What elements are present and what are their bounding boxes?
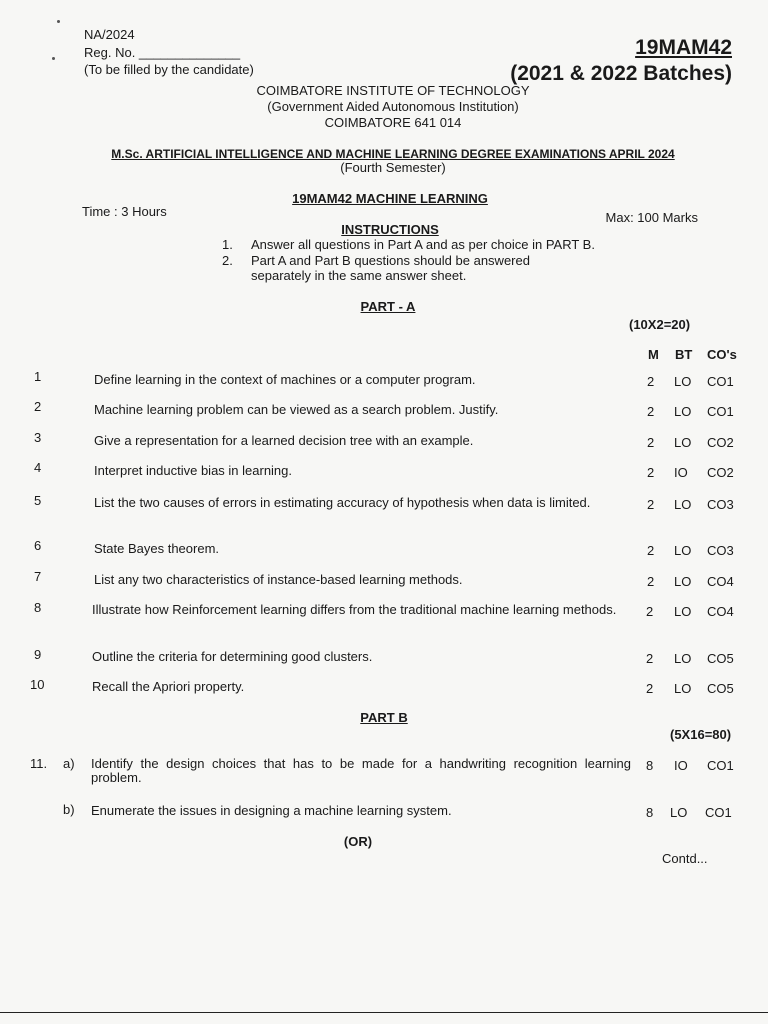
question-text: Outline the criteria for determining good clusters.: [92, 649, 373, 664]
question-marks: 2: [647, 543, 655, 558]
bottom-rule: [0, 1012, 768, 1013]
question-number: 7: [34, 569, 42, 584]
question-co: CO1: [707, 404, 734, 419]
institution-city: COIMBATORE 641 014: [324, 115, 462, 130]
question-marks: 2: [647, 574, 655, 589]
question-text: Illustrate how Reinforcement learning differs from the traditional machine learning methods.: [92, 602, 617, 617]
question-co: CO1: [707, 758, 734, 773]
question-co: CO4: [707, 574, 734, 589]
question-co: CO1: [707, 374, 734, 389]
instruction-number: 1.: [222, 237, 233, 252]
question-marks: 2: [647, 465, 655, 480]
question-co: CO2: [707, 435, 734, 450]
instructions-heading: INSTRUCTIONS: [341, 222, 439, 237]
question-number: 9: [34, 647, 42, 662]
question-marks: 2: [647, 374, 655, 389]
question-marks: 8: [646, 805, 654, 820]
question-marks: 2: [647, 497, 655, 512]
question-text: Identify the design choices that has to be made for a handwriting recognition learning problem.: [91, 756, 631, 785]
part-b-heading: PART B: [360, 710, 408, 725]
question-number: 5: [34, 493, 42, 508]
question-number: 2: [34, 399, 42, 414]
question-number: 4: [34, 460, 42, 475]
continued-note: Contd...: [662, 851, 708, 866]
institution-type: (Government Aided Autonomous Institution): [267, 99, 519, 114]
question-text: Machine learning problem can be viewed as a search problem. Justify.: [94, 402, 499, 417]
time-allowed: Time : 3 Hours: [82, 204, 167, 219]
question-text: Give a representation for a learned decision tree with an example.: [94, 433, 474, 448]
question-bt: LO: [674, 374, 692, 389]
exam-code: NA/2024: [84, 27, 135, 42]
question-text: State Bayes theorem.: [94, 541, 220, 556]
question-text: Define learning in the context of machines or a computer program.: [94, 372, 476, 387]
question-number: 8: [34, 600, 42, 615]
instruction-text-continued: separately in the same answer sheet.: [251, 268, 467, 283]
question-bt: LO: [674, 574, 692, 589]
question-text: Recall the Apriori property.: [92, 679, 245, 694]
question-text: List the two causes of errors in estimating accuracy of hypothesis when data is limited.: [94, 495, 591, 510]
part-a-marks-scheme: (10X2=20): [629, 317, 691, 332]
column-header-bt: BT: [675, 347, 693, 362]
question-marks: 2: [646, 604, 654, 619]
question-number: 3: [34, 430, 42, 445]
question-number: 1: [34, 369, 42, 384]
question-marks: 2: [647, 404, 655, 419]
question-text: Enumerate the issues in designing a machine learning system.: [91, 803, 452, 818]
question-co: CO1: [705, 805, 732, 820]
scan-speck: [57, 20, 60, 23]
question-bt: LO: [670, 805, 688, 820]
question-bt: LO: [674, 604, 692, 619]
question-co: CO5: [707, 651, 734, 666]
question-marks: 2: [647, 435, 655, 450]
question-bt: LO: [674, 497, 692, 512]
question-bt: IO: [674, 758, 688, 773]
instruction-text: Part A and Part B questions should be answered: [251, 253, 530, 268]
question-text: List any two characteristics of instance-based learning methods.: [94, 572, 463, 587]
question-number: 11.: [30, 756, 48, 771]
sub-question-label: b): [63, 802, 75, 817]
question-marks: 8: [646, 758, 654, 773]
institution-name: COIMBATORE INSTITUTE OF TECHNOLOGY: [256, 83, 530, 98]
max-marks: Max: 100 Marks: [605, 210, 698, 225]
scan-speck: [52, 57, 55, 60]
question-bt: LO: [674, 651, 692, 666]
course-code: 19MAM42: [635, 36, 732, 59]
question-marks: 2: [646, 681, 654, 696]
instruction-text: Answer all questions in Part A and as per choice in PART B.: [251, 237, 595, 252]
question-co: CO3: [707, 543, 734, 558]
question-number: 10: [30, 677, 45, 692]
semester: (Fourth Semester): [340, 160, 446, 175]
column-header-co: CO's: [707, 347, 737, 362]
reg-no-note: (To be filled by the candidate): [84, 62, 254, 77]
part-b-marks-scheme: (5X16=80): [670, 727, 732, 742]
question-co: CO4: [707, 604, 734, 619]
sub-question-label: a): [63, 756, 75, 771]
question-bt: IO: [674, 465, 688, 480]
exam-title: M.Sc. ARTIFICIAL INTELLIGENCE AND MACHINE LEARNING DEGREE EXAMINATIONS APRIL 2024: [111, 147, 675, 161]
column-header-marks: M: [648, 347, 659, 362]
part-a-heading: PART - A: [360, 299, 416, 314]
instruction-number: 2.: [222, 253, 233, 268]
question-bt: LO: [674, 404, 692, 419]
question-co: CO3: [707, 497, 734, 512]
subject-title: 19MAM42 MACHINE LEARNING: [292, 191, 488, 206]
batches: (2021 & 2022 Batches): [510, 62, 732, 85]
question-number: 6: [34, 538, 42, 553]
question-marks: 2: [646, 651, 654, 666]
question-co: CO2: [707, 465, 734, 480]
question-bt: LO: [674, 435, 692, 450]
question-co: CO5: [707, 681, 734, 696]
question-bt: LO: [674, 681, 692, 696]
reg-no-label: Reg. No. ______________: [84, 45, 241, 60]
question-text: Interpret inductive bias in learning.: [94, 463, 293, 478]
or-separator: (OR): [343, 834, 373, 849]
question-bt: LO: [674, 543, 692, 558]
